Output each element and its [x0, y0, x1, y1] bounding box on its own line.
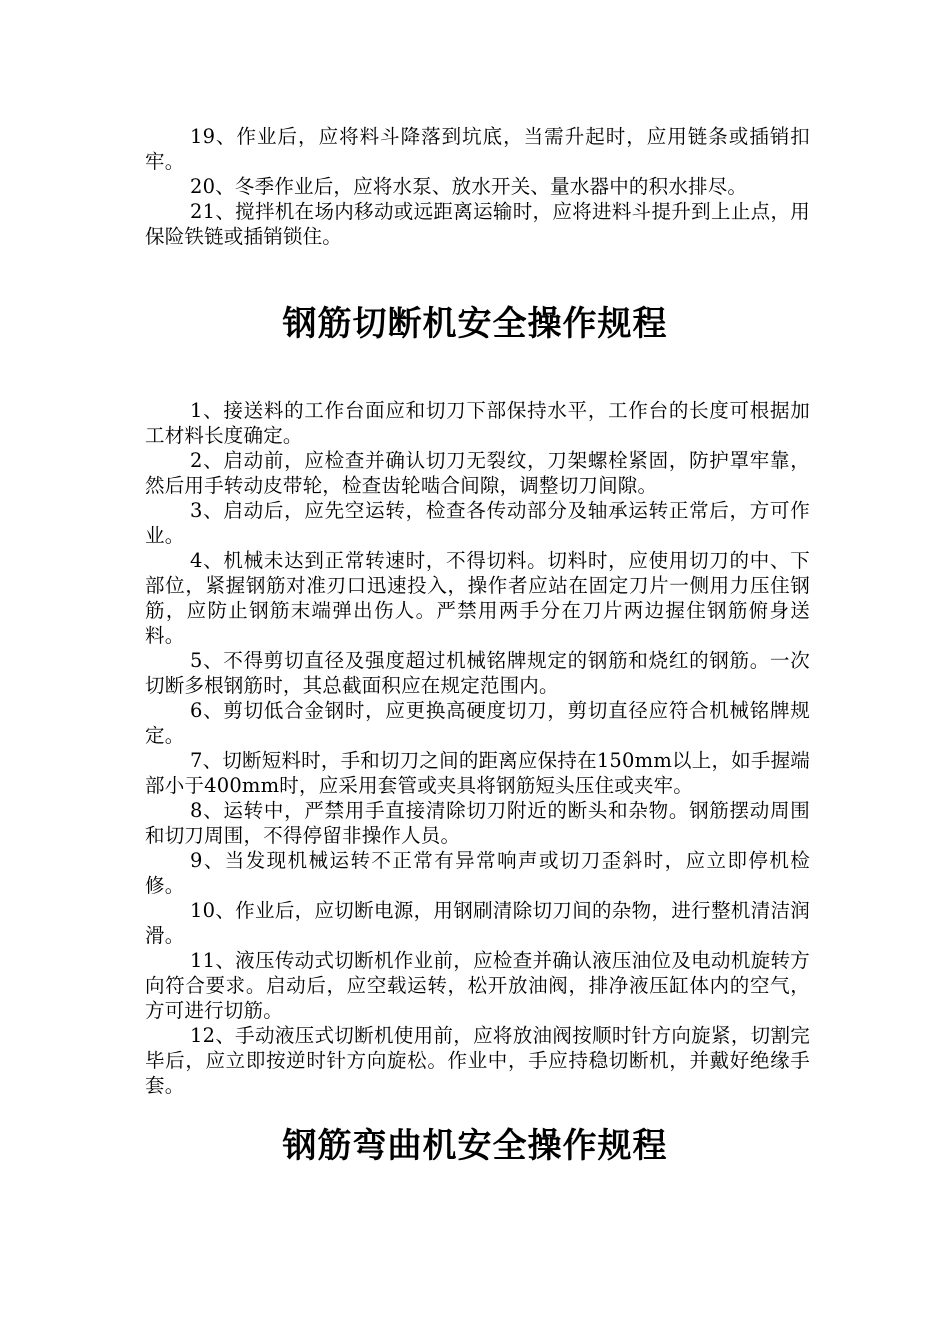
section-title-cutting-machine: 钢筋切断机安全操作规程	[282, 304, 668, 344]
rule-paragraph: 4、机械未达到正常转速时，不得切料。切料时，应使用切刀的中、下部位，紧握钢筋对准刃口迅速投入，操作者应站在固定刀片一侧用力压住钢筋，应防止钢筋末端弹出伤人。严禁用两手分在刀片两边握住钢筋俯身送料。	[145, 549, 810, 647]
rule-paragraph: 3、启动后，应先空运转，检查各传动部分及轴承运转正常后，方可作业。	[145, 499, 810, 547]
rule-paragraph: 2、启动前，应检查并确认切刀无裂纹，刀架螺栓紧固，防护罩牢靠，然后用手转动皮带轮，检查齿轮啮合间隙，调整切刀间隙。	[145, 449, 810, 497]
rule-paragraph: 5、不得剪切直径及强度超过机械铭牌规定的钢筋和烧红的钢筋。一次切断多根钢筋时，其总截面积应在规定范围内。	[145, 649, 810, 697]
rule-paragraph: 21、搅拌机在场内移动或远距离运输时，应将进料斗提升到上止点，用保险铁链或插销锁住。	[145, 200, 810, 248]
mixer-rules-continued	[145, 124, 810, 249]
rule-paragraph: 10、作业后，应切断电源，用钢刷清除切刀间的杂物，进行整机清洁润滑。	[145, 899, 810, 947]
rule-paragraph: 7、切断短料时，手和切刀之间的距离应保持在150mm以上，如手握端部小于400mm时，应采用套管或夹具将钢筋短头压住或夹牢。	[145, 749, 810, 797]
rule-paragraph: 12、手动液压式切断机使用前，应将放油阀按顺时针方向旋紧，切割完毕后，应立即按逆时针方向旋松。作业中，手应持稳切断机，并戴好绝缘手套。	[145, 1024, 810, 1097]
rule-paragraph: 9、当发现机械运转不正常有异常响声或切刀歪斜时，应立即停机检修。	[145, 849, 810, 897]
rule-paragraph: 11、液压传动式切断机作业前，应检查并确认液压油位及电动机旋转方向符合要求。启动后，应空载运转，松开放油阀，排净液压缸体内的空气，方可进行切筋。	[145, 949, 810, 1022]
rule-paragraph: 8、运转中，严禁用手直接清除切刀附近的断头和杂物。钢筋摆动周围和切刀周围，不得停留非操作人员。	[145, 799, 810, 847]
cutting-machine-rules	[145, 398, 810, 1098]
section-title-bending-machine: 钢筋弯曲机安全操作规程	[282, 1126, 668, 1166]
rule-paragraph: 6、剪切低合金钢时，应更换高硬度切刀，剪切直径应符合机械铭牌规定。	[145, 699, 810, 747]
rule-paragraph: 19、作业后，应将料斗降落到坑底，当需升起时，应用链条或插销扣牢。	[145, 125, 810, 173]
rule-paragraph: 20、冬季作业后，应将水泵、放水开关、量水器中的积水排尽。	[190, 175, 748, 198]
rule-paragraph: 1、接送料的工作台面应和切刀下部保持水平，工作台的长度可根据加工材料长度确定。	[145, 399, 810, 447]
